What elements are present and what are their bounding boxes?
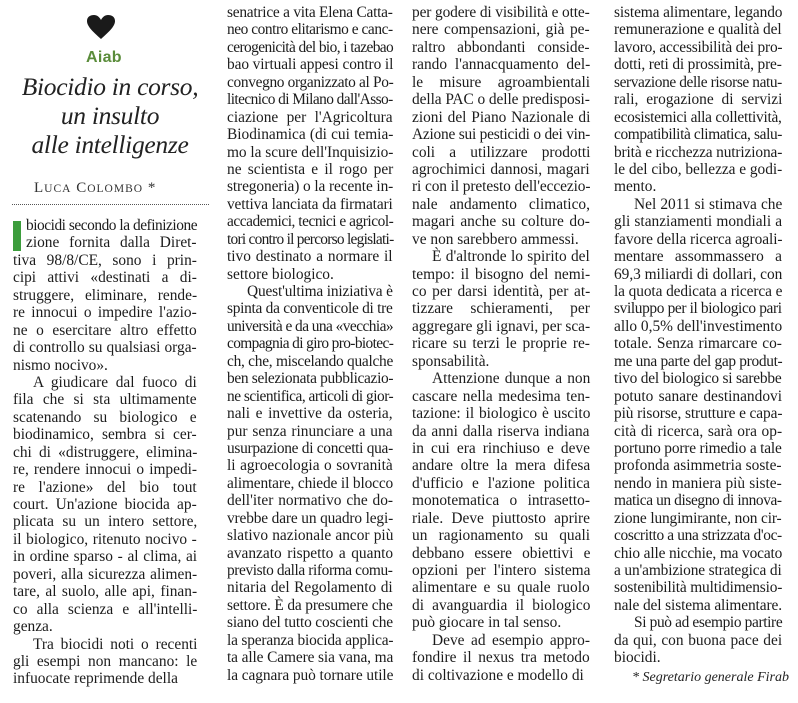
text-line: tori contro il percorso legislati- bbox=[227, 230, 394, 248]
text-line: zione fornita dalla Diret- bbox=[26, 234, 197, 252]
text-line: brità e ricchezza nutriziona- bbox=[614, 143, 783, 161]
text-line: la quota dedicata a ricerca e bbox=[614, 283, 783, 300]
text-line: matica un disegno di innova- bbox=[614, 492, 782, 510]
text-line: co alla scienza e all'intelli- bbox=[13, 600, 198, 618]
text-line: neo contro elitarismo e canc- bbox=[227, 21, 393, 39]
text-line: mo la scure dell'Inquisizio- bbox=[227, 143, 394, 161]
text-line: previsto dalla riforma comu- bbox=[227, 562, 393, 579]
text-line: re l'azione» del bio tout bbox=[13, 478, 197, 496]
text-line: genza. bbox=[13, 618, 53, 636]
text-line: magari anche su colture do- bbox=[412, 213, 590, 231]
text-line: chio alle nicchie, ma vocato bbox=[614, 544, 783, 562]
text-line: struggere, eliminare, rende- bbox=[13, 286, 198, 304]
text-line: compagnia di giro pro-biotec- bbox=[227, 335, 394, 353]
text-line: scatenando su biologico e bbox=[13, 408, 197, 426]
text-line: zioni del Piano Nazionale di bbox=[412, 108, 591, 126]
text-line: la speranza biocida applica- bbox=[227, 631, 394, 649]
text-line: chi di «distruggere, elimina- bbox=[13, 443, 198, 461]
article-column-1 bbox=[13, 217, 197, 688]
text-line: di controllo su qualsiasi orga- bbox=[13, 339, 197, 357]
text-line: un ragionamento su quali bbox=[412, 527, 591, 545]
text-line: ben selezionata pubblicazio- bbox=[227, 370, 394, 388]
text-line: Biodinamica (di cui temia- bbox=[227, 126, 394, 144]
text-line: tempo: il bisogno del nemi- bbox=[412, 265, 591, 283]
text-line: re innocui o impedire l'azio- bbox=[13, 304, 197, 322]
text-line: aggregare gli ignavi, per sca- bbox=[412, 317, 591, 335]
text-line: nali e invettive da osteria, bbox=[227, 405, 393, 423]
text-line: tiva 98/8/CE, sono i prin- bbox=[13, 251, 197, 269]
text-line: È d'altronde lo spirito del bbox=[432, 248, 590, 266]
text-line: tare, al suolo, alle api, finan- bbox=[13, 583, 198, 601]
text-line: Tra biocidi noti o recenti bbox=[33, 635, 198, 653]
text-line: cerogenicità del bio, i tazebao bbox=[227, 38, 394, 56]
text-line: portuno porre rimedio a tale bbox=[614, 439, 782, 457]
text-line: può giocare in tal senso. bbox=[412, 614, 562, 632]
text-line: tivo del biologico si sarebbe bbox=[614, 370, 782, 388]
text-line: cipi attivi «destinati a di- bbox=[13, 269, 197, 287]
text-line: tivo destinato a normare il bbox=[227, 248, 393, 266]
text-line: li agroecologia o sovranità bbox=[227, 457, 393, 475]
text-line: fila che si sta ultimamente bbox=[13, 391, 197, 409]
section-label: Aiab bbox=[86, 49, 122, 66]
text-line: opzioni per l'intero sistema bbox=[412, 562, 591, 579]
text-line: da anni dalla riserva indiana bbox=[412, 422, 590, 440]
article-column-3 bbox=[412, 4, 590, 684]
text-line: usurpazione di concetti qua- bbox=[227, 439, 393, 457]
text-line: zione lungimirante, non cir- bbox=[614, 509, 782, 527]
text-line: Azione sui pesticidi o dei vin- bbox=[412, 126, 591, 144]
text-line: 69,3 miliardi di dollari, con bbox=[614, 265, 783, 283]
text-line: infuocate reprimende della bbox=[13, 670, 178, 688]
text-line: ta alle Camere sia vana, ma bbox=[227, 649, 394, 667]
text-line: sponsabilità. bbox=[412, 352, 490, 370]
text-line: remunerazione e qualità del bbox=[614, 21, 782, 39]
text-line: raltro abbondanti conside- bbox=[412, 38, 590, 56]
text-line: rali, erogazione di servizi bbox=[614, 91, 783, 109]
text-line: ve non sarebbero ammessi. bbox=[412, 230, 579, 248]
text-line: ch, che, miscelando qualche bbox=[227, 352, 394, 370]
text-line: biocidi. bbox=[614, 649, 661, 667]
text-line: cità di ricerca, sarà ora op- bbox=[614, 422, 783, 440]
text-line: mentare assommassero a bbox=[614, 248, 782, 266]
text-line: convegno organizzato al Po- bbox=[227, 73, 394, 91]
text-line: ecosistemici alla collettività, bbox=[614, 108, 782, 126]
headline-line: un insulto bbox=[60, 101, 160, 130]
text-line: poveri, alla sicurezza alimen- bbox=[13, 565, 198, 583]
text-line: nismo nocivo». bbox=[13, 356, 108, 374]
text-line: rando l'annacquamento del- bbox=[412, 56, 591, 74]
text-line: ne scientifica, articoli di gior- bbox=[227, 387, 394, 405]
headline bbox=[12, 72, 208, 159]
author-footnote: * Segretario generale Firab bbox=[632, 670, 789, 685]
text-line: settore biologico. bbox=[227, 265, 334, 283]
text-line: re, rendere innocui o impedi- bbox=[13, 461, 198, 479]
text-line: tizzare schieramenti, per bbox=[412, 300, 590, 318]
text-line: monotematica o intrasetto- bbox=[412, 492, 590, 510]
text-line: favore della ricerca agroali- bbox=[614, 230, 783, 248]
text-line: lavoro, accessibilità dei pro- bbox=[614, 38, 783, 56]
text-line: andare oltre la mera difesa bbox=[412, 457, 591, 475]
text-line: della PAC o delle predisposi- bbox=[412, 91, 590, 109]
text-line: nendo in maniera più siste- bbox=[614, 474, 782, 492]
byline-divider bbox=[12, 204, 209, 205]
text-line: ne scientista e il rogo per bbox=[227, 160, 394, 178]
text-line: nale andamento climatico, bbox=[412, 195, 590, 213]
text-line: nale del sistema alimentare. bbox=[614, 596, 782, 614]
text-line: accademici, tecnici e agricol- bbox=[227, 213, 394, 231]
text-line: sviluppo per il biologico pari bbox=[614, 300, 782, 318]
byline-rest: UCA bbox=[44, 183, 72, 195]
text-line: court. Un'azione biocida ap- bbox=[13, 496, 197, 513]
text-line: me una parte del gap produt- bbox=[614, 352, 783, 370]
text-line: Quest'ultima iniziativa è bbox=[247, 283, 393, 300]
text-line: sistema alimentare, legando bbox=[614, 4, 783, 21]
text-line: alimentare, chiede il blocco bbox=[227, 474, 394, 492]
text-line: pur senza rinunciare a una bbox=[227, 422, 393, 440]
byline-initial: C bbox=[76, 180, 88, 196]
text-line: cascare nella medesima ten- bbox=[412, 387, 591, 405]
text-line: sostenibilità multidimensio- bbox=[614, 579, 783, 597]
text-line: dell'iter normativo che do- bbox=[227, 492, 394, 510]
text-line: il biologico, ritenuto nocivo - bbox=[13, 530, 197, 548]
text-line: totale. Senza rimarcare co- bbox=[614, 335, 782, 353]
text-line: ricare su terzi le proprie re- bbox=[412, 335, 590, 353]
text-line: in ordine sparso - al clima, ai bbox=[13, 548, 198, 566]
text-line: bao virtuali appesi contro il bbox=[227, 56, 394, 74]
text-line: nitaria del Regolamento di bbox=[227, 579, 393, 597]
text-line: tazione: il biologico è uscito bbox=[412, 405, 591, 423]
text-line: potuto sanare destinandovi bbox=[614, 387, 782, 405]
headline-line: alle intelligenze bbox=[31, 130, 189, 159]
text-line: alimentare e su quale ruolo bbox=[412, 579, 590, 597]
text-line: le del cibo, bellezza e godi- bbox=[614, 160, 783, 178]
byline bbox=[34, 180, 214, 197]
text-line: vettiva lanciata da firmatari bbox=[227, 195, 393, 213]
text-line: Nel 2011 si stimava che bbox=[634, 195, 783, 213]
text-line: compatibilità climatica, salu- bbox=[614, 126, 783, 144]
heart-icon bbox=[86, 14, 116, 40]
text-line: per godere di visibilità e otte- bbox=[412, 4, 590, 21]
byline-initial: L bbox=[34, 180, 45, 196]
text-line: a un'ambizione strategica di bbox=[614, 562, 782, 579]
text-line: più risorse, strutture e capa- bbox=[614, 405, 783, 423]
text-line: di avanguardia il biologico bbox=[412, 596, 591, 614]
text-line: A giudicare dal fuoco di bbox=[33, 373, 197, 391]
text-line: biodinamico, sembra si cer- bbox=[13, 426, 197, 444]
article-column-4 bbox=[614, 4, 782, 667]
text-line: settore. È da presumere che bbox=[227, 596, 393, 614]
text-line: nere compensazioni, già pe- bbox=[412, 21, 590, 39]
text-line: fondire il nexus tra metodo bbox=[412, 649, 590, 667]
text-line: slativo nazionale ancor più bbox=[227, 527, 394, 545]
text-line: vrebbe dare un quadro legi- bbox=[227, 509, 394, 527]
text-line: gli esempi non mancano: le bbox=[13, 652, 198, 670]
text-line: coscritto a una strizzata d'oc- bbox=[614, 527, 782, 545]
byline-marker: * bbox=[143, 180, 157, 196]
text-line: ne o esercitare altro effetto bbox=[13, 321, 197, 339]
text-line: ciazione per l'Agricoltura bbox=[227, 108, 393, 126]
text-line: senatrice a vita Elena Catta- bbox=[227, 4, 393, 21]
text-line: riale. Deve piuttosto aprire bbox=[412, 509, 590, 527]
byline-rest: OLOMBO bbox=[87, 183, 144, 195]
text-line: co per darsi identità, per at- bbox=[412, 283, 591, 300]
text-line: agrochimici dannosi, magari bbox=[412, 160, 590, 178]
text-line: litecnico di Milano dall'Asso- bbox=[227, 91, 393, 109]
text-line: mento. bbox=[614, 178, 657, 196]
text-line: Deve ad esempio appro- bbox=[432, 631, 590, 649]
text-line: servazione delle risorse natu- bbox=[614, 73, 782, 91]
text-line: la cagnara può tornare utile bbox=[227, 666, 394, 684]
text-line: coli a utilizzare prodotti bbox=[412, 143, 591, 161]
text-line: profonda asimmetria soste- bbox=[614, 457, 782, 475]
text-line: ri con il pretesto dell'eccezio- bbox=[412, 178, 591, 196]
text-line: Attenzione dunque a non bbox=[432, 370, 591, 388]
text-line: da qui, con buona pace dei bbox=[614, 631, 783, 649]
text-line: dotti, reti di prossimità, pre- bbox=[614, 56, 782, 74]
text-line: debbano essere obiettivi e bbox=[412, 544, 591, 562]
text-line: stregoneria) o la recente in- bbox=[227, 178, 394, 196]
text-line: Si può ad esempio partire bbox=[634, 614, 783, 632]
text-line: le misure agroambientali bbox=[412, 73, 590, 91]
text-line: in cui era rinchiuso e deve bbox=[412, 439, 590, 457]
text-line: avanzato rispetto a quanto bbox=[227, 544, 394, 562]
text-line: allo 0,5% dell'investimento bbox=[614, 317, 783, 335]
headline-line: Biocidio in corso, bbox=[21, 72, 199, 101]
text-line: gli stanziamenti mondiali a bbox=[614, 213, 783, 231]
text-line: università e da una «vecchia» bbox=[227, 317, 394, 335]
text-line: di coltivazione e modello di bbox=[412, 666, 584, 684]
article-column-2 bbox=[227, 4, 393, 684]
text-line: spinta da conventicole di tre bbox=[227, 300, 393, 318]
text-line: biocidi secondo la definizione bbox=[26, 217, 198, 234]
text-line: d'ufficio e l'azione politica bbox=[412, 474, 590, 492]
text-line: siano del tutto coscienti che bbox=[227, 614, 393, 632]
text-line: plicata su un intero settore, bbox=[13, 513, 198, 531]
